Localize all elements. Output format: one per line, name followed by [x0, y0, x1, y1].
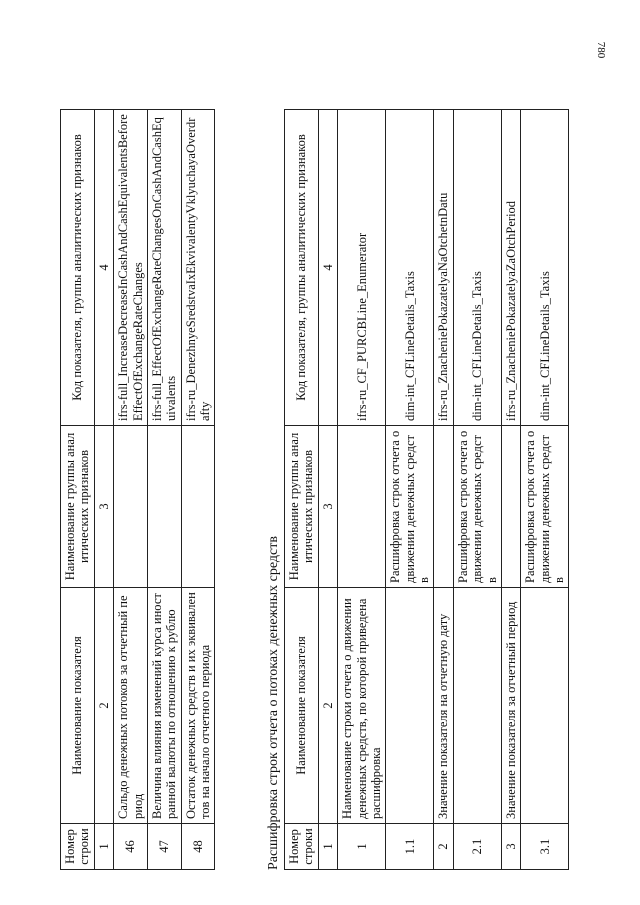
group-name: [338, 426, 386, 588]
column-number: 1: [94, 824, 113, 870]
row-number: 1: [338, 824, 386, 870]
header-code: Код показателя, группы аналитических признаков: [61, 110, 95, 426]
table-header-row: [285, 110, 319, 870]
column-number-row: [318, 110, 337, 870]
column-number: 2: [94, 588, 113, 824]
column-number: 4: [318, 110, 337, 426]
column-number: 3: [318, 426, 337, 588]
indicator-code: ifrs-ru_ZnacheniePokazatelyaZaOtchPeriod: [501, 110, 520, 426]
row-number: 1.1: [386, 824, 434, 870]
table-row: [434, 110, 453, 870]
indicator-code: dim-int_CFLineDetails_Taxis: [521, 110, 569, 426]
header-indicator-name: Наименование показателя: [285, 588, 319, 824]
table-row: [453, 110, 501, 870]
column-number: 1: [318, 824, 337, 870]
group-name: Расшифровка строк отчета о движении денежных средств: [521, 426, 569, 588]
indicator-name: Остаток денежных средств и их эквивалентов на начало отчетного периода: [181, 588, 215, 824]
header-code: Код показателя, группы аналитических признаков: [285, 110, 319, 426]
row-number: 3: [501, 824, 520, 870]
table-row: [521, 110, 569, 870]
table-row: [338, 110, 386, 870]
indicator-name: Сальдо денежных потоков за отчетный период: [114, 588, 148, 824]
indicator-code: ifrs-ru_CF_PURCBLine_Enumerator: [338, 110, 386, 426]
group-name: Расшифровка строк отчета о движении денежных средств: [453, 426, 501, 588]
table-caption: Расшифровка строк отчета о потоках денежных средств: [266, 536, 281, 870]
group-name: [114, 426, 148, 588]
indicator-name: Величина влияния изменений курса иностранной валюты по отношению к рублю: [147, 588, 181, 824]
indicator-code: ifrs-full_EffectOfExchangeRateChangesOnCashAndCashEquivalents: [147, 110, 181, 426]
row-number: 2.1: [453, 824, 501, 870]
header-indicator-name: Наименование показателя: [61, 588, 95, 824]
column-number: 2: [318, 588, 337, 824]
indicators-table: [60, 109, 215, 870]
indicator-code: ifrs-ru_ZnacheniePokazatelyaNaOtchetnDatu: [434, 110, 453, 426]
column-number-row: [94, 110, 113, 870]
indicator-name: [386, 588, 434, 824]
table-row: [501, 110, 520, 870]
indicator-name: Значение показателя за отчетный период: [501, 588, 520, 824]
cashflow-breakdown-table: [284, 109, 569, 870]
group-name: [181, 426, 215, 588]
indicator-name: Значение показателя на отчетную дату: [434, 588, 453, 824]
page-number: 780: [595, 41, 607, 59]
row-number: 46: [114, 824, 148, 870]
indicator-code: dim-int_CFLineDetails_Taxis: [453, 110, 501, 426]
header-row-number: Номер строки: [285, 824, 319, 870]
header-group-name: Наименование группы аналитических признаков: [61, 426, 95, 588]
header-row-number: Номер строки: [61, 824, 95, 870]
group-name: Расшифровка строк отчета о движении денежных средств: [386, 426, 434, 588]
indicator-name: [453, 588, 501, 824]
table-row: [181, 110, 215, 870]
indicator-code: dim-int_CFLineDetails_Taxis: [386, 110, 434, 426]
table-header-row: [61, 110, 95, 870]
column-number: 4: [94, 110, 113, 426]
row-number: 3.1: [521, 824, 569, 870]
rotated-sheet: [60, 30, 600, 870]
header-group-name: Наименование группы аналитических признаков: [285, 426, 319, 588]
table-row: [147, 110, 181, 870]
indicator-name: Наименование строки отчета о движении денежных средств, по которой приведена расшифровка: [338, 588, 386, 824]
row-number: 2: [434, 824, 453, 870]
column-number: 3: [94, 426, 113, 588]
table-row: [114, 110, 148, 870]
group-name: [434, 426, 453, 588]
indicator-code: ifrs-ru_DenezhnyeSredstvaIxEkvivalentyVklyuchayaOverdrafty: [181, 110, 215, 426]
indicator-name: [521, 588, 569, 824]
group-name: [501, 426, 520, 588]
row-number: 48: [181, 824, 215, 870]
table-row: [386, 110, 434, 870]
indicator-code: ifrs-full_IncreaseDecreaseInCashAndCashEquivalentsBeforeEffectOfExchangeRateChanges: [114, 110, 148, 426]
group-name: [147, 426, 181, 588]
row-number: 47: [147, 824, 181, 870]
